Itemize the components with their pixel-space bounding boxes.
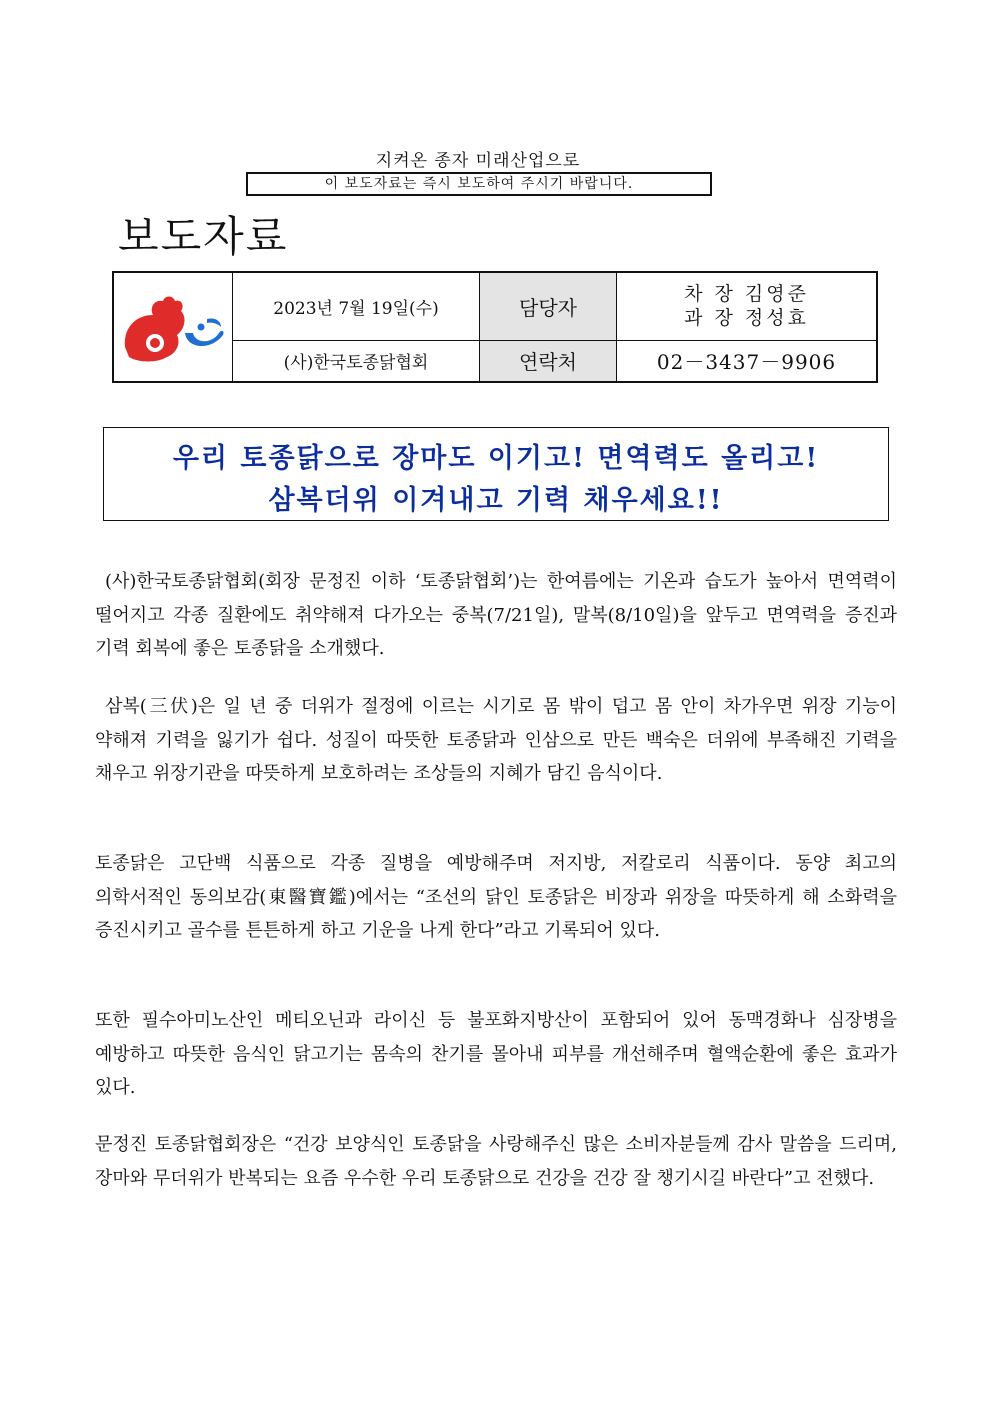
body-paragraph-1: (사)한국토종닭협회(회장 문정진 이하 ‘토종닭협회’)는 한여름에는 기온과 습도가 높아서 면역력이 떨어지고 각종 질환에도 취약해져 다가오는 중복(7/21일), 말복(8/10일)을 앞두고 면역력을 증진과 기력 회복에 좋은 토종닭을 소개했다.: [95, 571, 897, 659]
organization-name: (사)한국토종닭협회: [233, 340, 480, 382]
embargo-notice: 이 보도자료는 즉시 보도하여 주시기 바랍니다.: [246, 172, 712, 196]
release-date: 2023년 7월 19일(수): [233, 272, 480, 340]
body-paragraph-3: 토종닭은 고단백 식품으로 각종 질병을 예방해주며 저지방, 저칼로리 식품이다. 동양 최고의 의학서적인 동의보감(東醫寶鑑)에서는 “조선의 닭인 토종닭은 비장과 위장을 따뜻하게 해 소화력을 증진시키고 골수를 튼튼하게 하고 기운을 나게 한다”라고 기록되어 있다.: [95, 853, 897, 941]
contact-persons: [617, 272, 878, 340]
phone-number: 02－3437－9906: [617, 340, 878, 382]
logo-cell: [113, 272, 233, 382]
body-paragraph-4: 또한 필수아미노산인 메티오닌과 라이신 등 불포화지방산이 포함되어 있어 동맥경화나 심장병을 예방하고 따뜻한 음식인 닭고기는 몸속의 찬기를 몰아내 피부를 개선해주며 혈액순환에 좋은 효과가 있다.: [95, 1010, 897, 1098]
slogan: 지켜온 종자 미래산업으로: [375, 151, 581, 171]
page-title: 보도자료: [118, 212, 289, 261]
headline-line-1: 우리 토종닭으로 장마도 이기고! 면역력도 올리고!: [172, 443, 820, 474]
contact-person-label: 담당자: [480, 272, 617, 340]
headline-line-2: 삼복더위 이겨내고 기력 채우세요!!: [268, 485, 724, 516]
body-paragraph-5: 문정진 토종닭협회장은 “건강 보양식인 토종닭을 사랑해주신 많은 소비자분들께 감사 말씀을 드리며, 장마와 무더위가 반복되는 요즘 우수한 우리 토종닭으로 건강을 건강 잘 챙기시길 바란다”고 전했다.: [95, 1134, 897, 1189]
headline-box: [103, 427, 889, 521]
contact-person-2: 과 장 정성효: [684, 307, 809, 330]
phone-label: 연락처: [480, 340, 617, 382]
contact-person-1: 차 장 김영준: [684, 283, 809, 306]
contact-info-table: [112, 271, 878, 383]
body-paragraph-2: 삼복(三伏)은 일 년 중 더위가 절정에 이르는 시기로 몸 밖이 덥고 몸 안이 차가우면 위장 기능이 약해져 기력을 잃기가 쉽다. 성질이 따뜻한 토종닭과 인삼으로 만든 백숙은 더위에 부족해진 기력을 채우고 위장기관을 따뜻하게 보호하려는 조상들의 지혜가 담긴 음식이다.: [95, 696, 897, 784]
rooster-logo-icon: [115, 289, 231, 365]
